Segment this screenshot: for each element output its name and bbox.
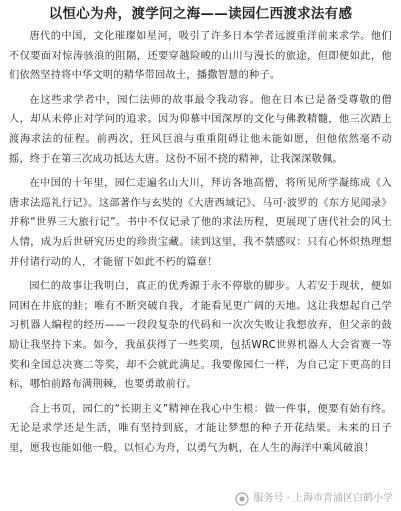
paragraph: 园仁的故事让我明白，真正的优秀源于永不停歇的脚步。人若安于现状，便如同困在井底的蛙；唯有不断突破自我，才能看见更广阔的天地。这让我想起自己学习机器人编程的经历——一段段复杂的代码和一次次失败让我想放弃，但父亲的鼓励让我坚持下来。如今，我虽获得了一些奖项，包括WRC世界机器人大会省赛一等奖和全国总决赛二等奖，却不会就此满足。我要像园仁一样，为自己定下更高的目标，哪怕前路布满荆棘，也要勇敢前行。 <box>9 281 392 391</box>
paragraph: 唐代的中国，文化璀璨如星河，吸引了许多日本学者远渡重洋前来求学。他们不仅要面对惊涛骇浪的阻隔，还要穿越险峻的山川与漫长的旅途，但即便如此，他们依然坚持将中华文明的精华带回故土，播撒智慧的种子。 <box>9 31 392 82</box>
paragraph: 在这些求学者中，园仁法师的故事最令我动容。他在日本已是备受尊敬的僧人，却从未停止对学问的追求。因为仰慕中国深厚的文化与佛教精髓，他三次踏上渡海求法的征程。前两次，狂风巨浪与重重阻碍让他未能如愿，但他依然毫不动摇，终于在第三次成功抵达大唐。这份不屈不挠的精神，让我深深敬佩。 <box>9 94 392 165</box>
paragraph: 在中国的十年里，园仁走遍名山大川，拜访各地高僧，将所见所学凝练成《入唐求法巡礼行记》。这部著作与玄奘的《大唐西域记》、马可·波罗的《东方见闻录》并称“世界三大旅行记”。书中不仅记录了他的求法历程，更展现了唐代社会的风土人情，成为后世研究历史的珍贵宝藏。读到这里，我不禁感叹：只有心怀炽热理想并付诸行动的人，才能留下如此不朽的篇章！ <box>9 178 392 268</box>
wechat-service-icon <box>235 492 249 506</box>
account-watermark <box>235 492 393 506</box>
watermark-text: 服务号 · 上海市青浦区白鹤小学 <box>253 493 393 504</box>
paragraph: 合上书页，园仁的“长期主义”精神在我心中生根：做一件事，便要有始有终。无论是求学还是生活，唯有坚持到底，才能让梦想的种子开花结果。未来的日子里，愿我也能如他一般，以恒心为舟，以勇气为帆，在人生的海洋中乘风破浪！ <box>9 403 392 454</box>
document-title: 以恒心为舟，渡学问之海——读园仁西渡求法有感 <box>48 6 353 22</box>
